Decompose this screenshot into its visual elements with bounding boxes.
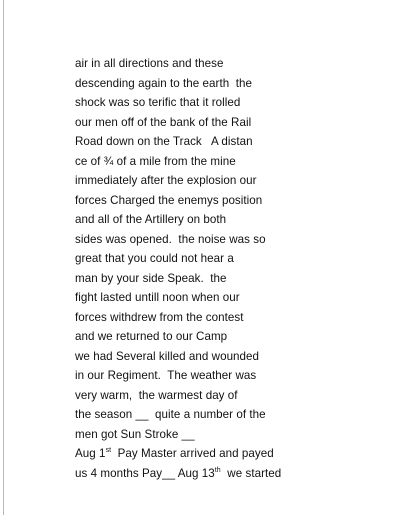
text-line: forces withdrew from the contest — [75, 310, 244, 324]
text-line: forces Charged the enemys position — [75, 193, 263, 207]
text-line: we had Several killed and wounded — [75, 349, 260, 363]
text-line: and we returned to our Camp — [75, 330, 228, 343]
aug-1-superscript: st — [105, 447, 112, 455]
text-line: descending again to the earth the — [75, 76, 253, 90]
text-line-aug-13 — [75, 464, 395, 484]
text-line-aug-1 — [75, 444, 395, 464]
manuscript-transcription — [75, 54, 395, 483]
page-edge-line — [3, 0, 4, 515]
aug-13-superscript: th — [214, 466, 221, 474]
aug-1-text: Aug 1 — [75, 447, 106, 460]
text-line: in our Regiment. The weather was — [75, 369, 257, 382]
text-line: our men off of the bank of the Rail — [75, 115, 252, 129]
text-line: air in all directions and these — [75, 57, 224, 70]
text-line: shock was so terific that it rolled — [75, 96, 241, 109]
text-line: fight lasted untill noon when our — [75, 291, 240, 304]
text-line: man by your side Speak. the — [75, 271, 227, 285]
text-line: the season __ quite a number of the — [75, 408, 266, 421]
text-line: great that you could not hear a — [75, 252, 234, 265]
aug-13-text: us 4 months Pay__ Aug 13 — [75, 466, 215, 480]
text-line: ce of ¾ of a mile from the mine — [75, 154, 236, 168]
aug-13-rest: we started — [220, 466, 282, 480]
text-line: and all of the Artillery on both — [75, 213, 227, 226]
text-line: men got Sun Stroke __ — [75, 427, 195, 441]
text-line: very warm, the warmest day of — [75, 388, 238, 402]
aug-1-rest: Pay Master arrived and payed — [111, 447, 274, 460]
text-line: sides was opened. the noise was so — [75, 232, 266, 246]
text-line: Road down on the Track A distan — [75, 135, 253, 148]
text-line: immediately after the explosion our — [75, 174, 257, 187]
